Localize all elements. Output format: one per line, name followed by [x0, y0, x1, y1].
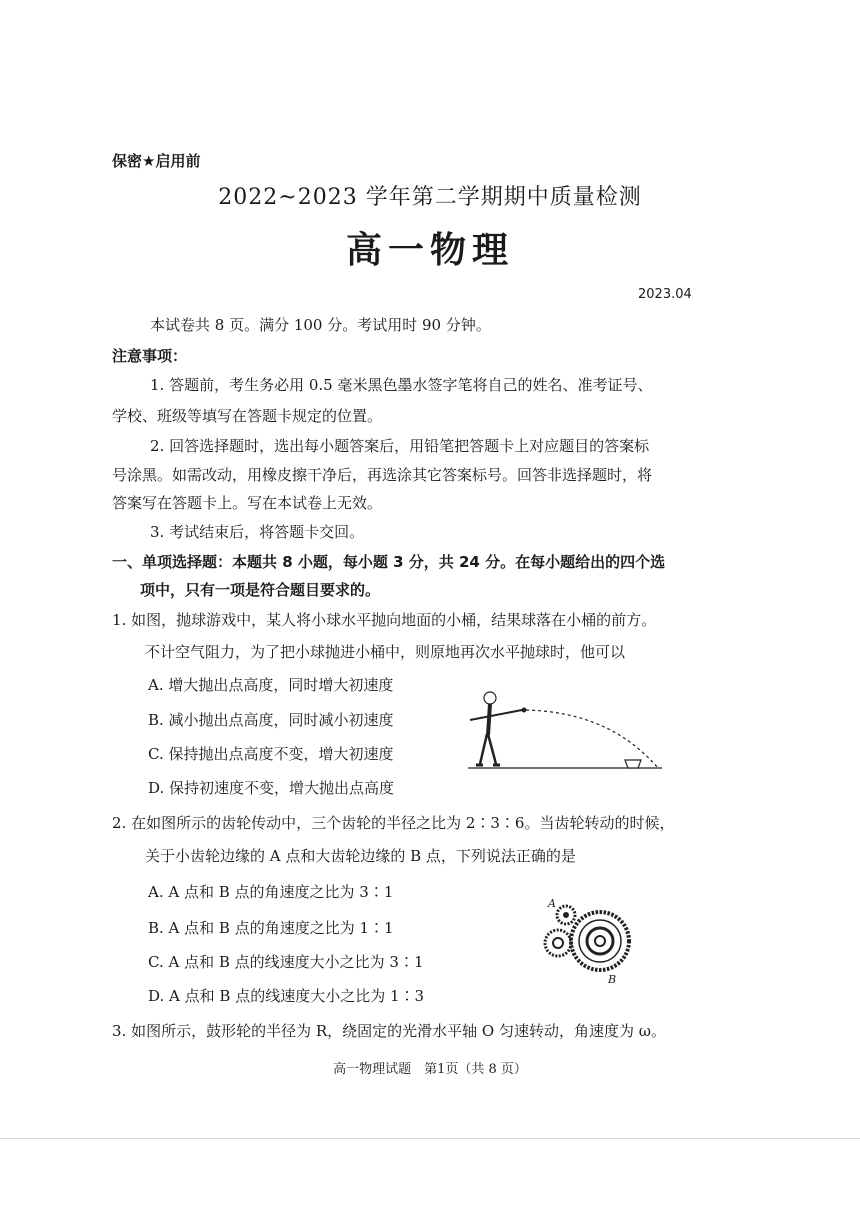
q2-option-c: C. A 点和 B 点的线速度大小之比为 3∶1	[148, 953, 424, 971]
page-footer: 高一物理试题 第1页（共 8 页）	[333, 1062, 527, 1077]
q1-option-c: C. 保持抛出点高度不变，增大初速度	[148, 745, 394, 763]
subject-title: 高一物理	[345, 230, 514, 271]
exam-date: 2023.04	[638, 287, 692, 302]
q1-stem-line-2: 不计空气阻力，为了把小球抛进小桶中，则原地再次水平抛球时，他可以	[145, 643, 626, 661]
q2-option-d: D. A 点和 B 点的线速度大小之比为 1∶3	[148, 987, 425, 1005]
ball-throw-figure	[460, 680, 670, 775]
q1-option-a: A. 增大抛出点高度，同时增大初速度	[148, 676, 394, 694]
note-2-line-2: 号涂黑。如需改动，用橡皮擦干净后，再选涂其它答案标号。回答非选择题时，将	[112, 466, 653, 484]
exam-title: 2022~2023 学年第二学期期中质量检测	[218, 185, 642, 210]
note-2-line-1: 2. 回答选择题时，选出每小题答案后，用铅笔把答题卡上对应题目的答案标	[150, 437, 650, 455]
section-1-heading: 一、单项选择题：本题共 8 小题，每小题 3 分，共 24 分。在每小题给出的四个选	[112, 553, 666, 571]
note-1-line-2: 学校、班级等填写在答题卡规定的位置。	[112, 407, 383, 425]
q1-stem-line-1: 1. 如图，抛球游戏中，某人将小球水平抛向地面的小桶，结果球落在小桶的前方。	[112, 611, 657, 629]
q3-stem-line-1: 3. 如图所示，鼓形轮的半径为 R，绕固定的光滑水平轴 O 匀速转动，角速度为 ω。	[112, 1022, 666, 1040]
q2-stem-line-1: 2. 在如图所示的齿轮传动中，三个齿轮的半径之比为 2∶3∶6。当齿轮转动的时候，	[112, 814, 675, 832]
q1-option-b: B. 减小抛出点高度，同时减小初速度	[148, 711, 394, 729]
q2-option-b: B. A 点和 B 点的角速度之比为 1∶1	[148, 919, 394, 937]
notes-heading: 注意事项：	[112, 347, 188, 365]
point-b-label: B	[608, 973, 617, 985]
gear-train-figure	[538, 895, 638, 985]
exam-info: 本试卷共 8 页。满分 100 分。考试用时 90 分钟。	[150, 316, 491, 334]
confidential-label: 保密★启用前	[112, 152, 201, 170]
note-3: 3. 考试结束后，将答题卡交回。	[150, 523, 365, 541]
section-1-heading-cont: 项中，只有一项是符合题目要求的。	[140, 581, 381, 599]
page-bottom-edge	[0, 1138, 860, 1139]
q1-option-d: D. 保持初速度不变，增大抛出点高度	[148, 779, 395, 797]
note-2-line-3: 答案写在答题卡上。写在本试卷上无效。	[112, 494, 383, 512]
note-1-line-1: 1. 答题前，考生务必用 0.5 毫米黑色墨水签字笔将自己的姓名、准考证号、	[150, 376, 653, 394]
q2-option-a: A. A 点和 B 点的角速度之比为 3∶1	[148, 883, 394, 901]
q2-stem-line-2: 关于小齿轮边缘的 A 点和大齿轮边缘的 B 点，下列说法正确的是	[145, 847, 576, 865]
point-a-label: A	[548, 897, 556, 910]
